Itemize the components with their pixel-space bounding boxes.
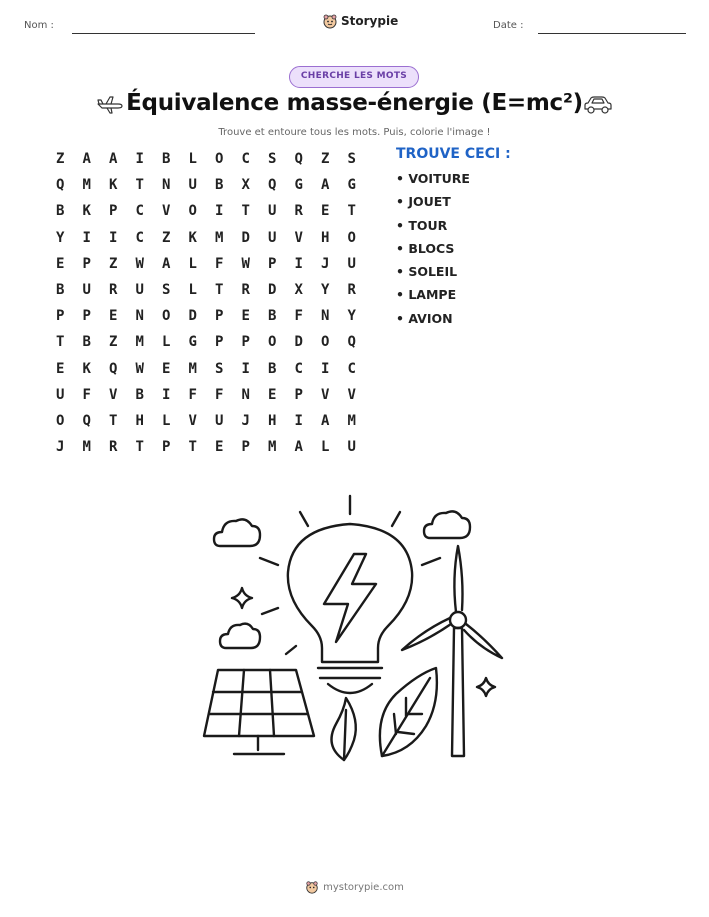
grid-letter[interactable]: S — [268, 151, 277, 168]
grid-letter[interactable]: F — [82, 386, 91, 403]
brand-logo — [322, 13, 398, 29]
grid-letter[interactable]: J — [321, 255, 330, 272]
grid-letter[interactable]: V — [188, 412, 197, 429]
grid-letter[interactable]: I — [135, 151, 144, 168]
grid-letter[interactable]: P — [268, 255, 277, 272]
grid-letter[interactable]: Y — [321, 282, 330, 299]
grid-letter[interactable]: B — [56, 282, 65, 299]
grid-letter[interactable]: T — [347, 203, 356, 220]
grid-letter[interactable]: U — [215, 412, 224, 429]
word-list-item: • SOLEIL — [396, 264, 458, 280]
grid-letter[interactable]: V — [294, 229, 303, 246]
grid-letter[interactable]: O — [162, 308, 171, 325]
grid-letter[interactable]: P — [241, 439, 250, 456]
grid-letter[interactable]: Q — [294, 151, 303, 168]
grid-letter[interactable]: K — [82, 203, 91, 220]
grid-letter[interactable]: P — [82, 308, 91, 325]
grid-letter[interactable]: A — [321, 177, 330, 194]
wind-turbine-icon — [452, 628, 464, 756]
grid-letter[interactable]: P — [109, 203, 118, 220]
grid-letter[interactable]: L — [162, 412, 171, 429]
grid-letter[interactable]: T — [135, 439, 144, 456]
grid-letter[interactable]: P — [215, 334, 224, 351]
grid-letter[interactable]: S — [347, 151, 356, 168]
grid-letter[interactable]: O — [347, 229, 356, 246]
grid-letter[interactable]: U — [82, 282, 91, 299]
grid-letter[interactable]: N — [321, 308, 330, 325]
grid-letter[interactable]: H — [321, 229, 330, 246]
grid-letter[interactable]: T — [56, 334, 65, 351]
grid-letter[interactable]: N — [241, 386, 250, 403]
grid-letter[interactable]: G — [294, 177, 303, 194]
grid-row — [47, 434, 365, 460]
grid-letter[interactable]: C — [347, 360, 356, 377]
storypie-mascot-icon — [305, 880, 319, 894]
grid-letter[interactable]: O — [56, 412, 65, 429]
grid-letter[interactable]: U — [268, 229, 277, 246]
sparkle-icon — [232, 588, 252, 608]
grid-letter[interactable]: L — [188, 151, 197, 168]
grid-letter[interactable]: V — [347, 386, 356, 403]
name-label: Nom : — [24, 20, 54, 31]
solar-panel-icon — [204, 670, 314, 736]
grid-letter[interactable]: L — [321, 439, 330, 456]
grid-letter[interactable]: E — [56, 255, 65, 272]
grid-row — [47, 408, 365, 434]
grid-letter[interactable]: I — [241, 360, 250, 377]
grid-letter[interactable]: Z — [321, 151, 330, 168]
grid-letter[interactable]: F — [215, 386, 224, 403]
grid-letter[interactable]: R — [109, 439, 118, 456]
grid-letter[interactable]: T — [215, 282, 224, 299]
grid-letter[interactable]: F — [215, 255, 224, 272]
grid-letter[interactable]: I — [162, 386, 171, 403]
grid-letter[interactable]: F — [294, 308, 303, 325]
grid-letter[interactable]: M — [82, 177, 91, 194]
grid-letter[interactable]: T — [188, 439, 197, 456]
grid-letter[interactable]: K — [109, 177, 118, 194]
grid-letter[interactable]: A — [82, 151, 91, 168]
grid-letter[interactable]: L — [162, 334, 171, 351]
grid-letter[interactable]: Y — [347, 308, 356, 325]
grid-letter[interactable]: S — [215, 360, 224, 377]
grid-letter[interactable]: S — [162, 282, 171, 299]
grid-letter[interactable]: P — [56, 308, 65, 325]
grid-letter[interactable]: U — [347, 439, 356, 456]
grid-letter[interactable]: T — [135, 177, 144, 194]
grid-letter[interactable]: L — [188, 282, 197, 299]
grid-letter[interactable]: Y — [56, 229, 65, 246]
grid-letter[interactable]: A — [162, 255, 171, 272]
grid-letter[interactable]: C — [135, 203, 144, 220]
grid-letter[interactable]: M — [347, 412, 356, 429]
grid-letter[interactable]: P — [241, 334, 250, 351]
grid-letter[interactable]: U — [347, 255, 356, 272]
grid-row — [47, 303, 365, 329]
grid-letter[interactable]: E — [241, 308, 250, 325]
lightbulb-icon — [288, 524, 412, 662]
grid-letter[interactable]: O — [321, 334, 330, 351]
cloud-icon — [424, 511, 470, 538]
grid-row — [47, 251, 365, 277]
storypie-mascot-icon — [322, 13, 338, 29]
grid-letter[interactable]: B — [56, 203, 65, 220]
footer-url: mystorypie.com — [323, 881, 404, 893]
grid-letter[interactable]: H — [135, 412, 144, 429]
grid-letter[interactable]: D — [268, 282, 277, 299]
grid-letter[interactable]: G — [347, 177, 356, 194]
word-list-item: • TOUR — [396, 217, 448, 233]
grid-letter[interactable]: P — [215, 308, 224, 325]
grid-letter[interactable]: C — [241, 151, 250, 168]
grid-letter[interactable]: T — [241, 203, 250, 220]
grid-letter[interactable]: H — [268, 412, 277, 429]
grid-letter[interactable]: Z — [109, 255, 118, 272]
grid-letter[interactable]: D — [241, 229, 250, 246]
grid-letter[interactable]: B — [215, 177, 224, 194]
grid-letter[interactable]: O — [215, 151, 224, 168]
grid-letter[interactable]: T — [109, 412, 118, 429]
grid-letter[interactable]: U — [56, 386, 65, 403]
grid-letter[interactable]: P — [82, 255, 91, 272]
grid-letter[interactable]: D — [188, 308, 197, 325]
word-list-title: TROUVE CECI : — [396, 146, 511, 162]
word-list-item: • LAMPE — [396, 287, 457, 303]
grid-letter[interactable]: R — [347, 282, 356, 299]
cloud-icon — [214, 519, 260, 546]
grid-letter[interactable]: U — [135, 282, 144, 299]
grid-letter[interactable]: C — [294, 360, 303, 377]
grid-letter[interactable]: M — [188, 360, 197, 377]
grid-letter[interactable]: R — [109, 282, 118, 299]
page-title: Équivalence masse-énergie (E=mc²) — [126, 90, 583, 116]
grid-letter[interactable]: E — [268, 386, 277, 403]
grid-letter[interactable]: G — [188, 334, 197, 351]
grid-letter[interactable]: I — [215, 203, 224, 220]
grid-letter[interactable]: O — [188, 203, 197, 220]
cloud-icon — [220, 624, 260, 648]
grid-letter[interactable]: W — [135, 360, 144, 377]
grid-letter[interactable]: M — [268, 439, 277, 456]
grid-letter[interactable]: E — [162, 360, 171, 377]
grid-row — [47, 356, 365, 382]
grid-letter[interactable]: M — [215, 229, 224, 246]
grid-letter[interactable]: U — [268, 203, 277, 220]
word-search-grid[interactable] — [47, 146, 365, 460]
grid-letter[interactable]: V — [162, 203, 171, 220]
date-label: Date : — [493, 20, 524, 31]
grid-letter[interactable]: I — [294, 412, 303, 429]
word-list-item: • AVION — [396, 310, 453, 326]
grid-letter[interactable]: I — [109, 229, 118, 246]
lightning-icon — [324, 554, 376, 642]
word-list-item: • VOITURE — [396, 171, 470, 186]
grid-row — [47, 225, 365, 251]
grid-letter[interactable]: B — [268, 360, 277, 377]
grid-letter[interactable]: R — [294, 203, 303, 220]
grid-letter[interactable]: B — [268, 308, 277, 325]
grid-letter[interactable]: A — [321, 412, 330, 429]
grid-letter[interactable]: W — [241, 255, 250, 272]
grid-letter[interactable]: I — [321, 360, 330, 377]
grid-letter[interactable]: J — [56, 439, 65, 456]
grid-letter[interactable]: O — [268, 334, 277, 351]
grid-letter[interactable]: D — [294, 334, 303, 351]
grid-letter[interactable]: M — [82, 439, 91, 456]
grid-row — [47, 172, 365, 198]
grid-letter[interactable]: L — [188, 255, 197, 272]
grid-letter[interactable]: P — [162, 439, 171, 456]
car-icon — [582, 94, 614, 116]
energy-illustration — [200, 488, 510, 768]
grid-letter[interactable]: P — [294, 386, 303, 403]
grid-letter[interactable]: N — [135, 308, 144, 325]
grid-letter[interactable]: B — [135, 386, 144, 403]
word-list-item: • JOUET — [396, 194, 451, 210]
grid-letter[interactable]: I — [82, 229, 91, 246]
grid-letter[interactable]: J — [241, 412, 250, 429]
grid-letter[interactable]: E — [215, 439, 224, 456]
word-list-item: • BLOCS — [396, 240, 455, 256]
grid-letter[interactable]: W — [135, 255, 144, 272]
grid-letter[interactable]: M — [135, 334, 144, 351]
grid-letter[interactable]: X — [294, 282, 303, 299]
grid-letter[interactable]: B — [162, 151, 171, 168]
grid-letter[interactable]: Q — [347, 334, 356, 351]
grid-letter[interactable]: U — [188, 177, 197, 194]
grid-letter[interactable]: C — [135, 229, 144, 246]
grid-letter[interactable]: Q — [82, 412, 91, 429]
grid-letter[interactable]: B — [82, 334, 91, 351]
activity-badge: CHERCHE LES MOTS — [289, 66, 419, 88]
instructions: Trouve et entoure tous les mots. Puis, colorie l'image ! — [218, 127, 491, 138]
grid-letter[interactable]: X — [241, 177, 250, 194]
brand-name: Storypie — [341, 14, 399, 28]
grid-letter[interactable]: Q — [109, 360, 118, 377]
grid-letter[interactable]: E — [109, 308, 118, 325]
grid-row — [47, 382, 365, 408]
grid-letter[interactable]: N — [162, 177, 171, 194]
grid-letter[interactable]: E — [56, 360, 65, 377]
grid-letter[interactable]: Z — [109, 334, 118, 351]
grid-letter[interactable]: V — [321, 386, 330, 403]
grid-letter[interactable]: V — [109, 386, 118, 403]
grid-letter[interactable]: F — [188, 386, 197, 403]
grid-letter[interactable]: A — [294, 439, 303, 456]
grid-row — [47, 329, 365, 355]
grid-row — [47, 146, 365, 172]
grid-letter[interactable]: A — [109, 151, 118, 168]
grid-letter[interactable]: Z — [56, 151, 65, 168]
sparkle-icon — [477, 678, 495, 696]
grid-letter[interactable]: Q — [268, 177, 277, 194]
grid-letter[interactable]: K — [82, 360, 91, 377]
grid-letter[interactable]: Z — [162, 229, 171, 246]
grid-row — [47, 198, 365, 224]
grid-row — [47, 277, 365, 303]
grid-letter[interactable]: I — [294, 255, 303, 272]
grid-letter[interactable]: K — [188, 229, 197, 246]
word-list — [396, 171, 470, 334]
grid-letter[interactable]: R — [241, 282, 250, 299]
date-field-line[interactable] — [538, 33, 686, 34]
footer — [0, 880, 709, 894]
grid-letter[interactable]: Q — [56, 177, 65, 194]
grid-letter[interactable]: E — [321, 203, 330, 220]
name-field-line[interactable] — [72, 33, 255, 34]
